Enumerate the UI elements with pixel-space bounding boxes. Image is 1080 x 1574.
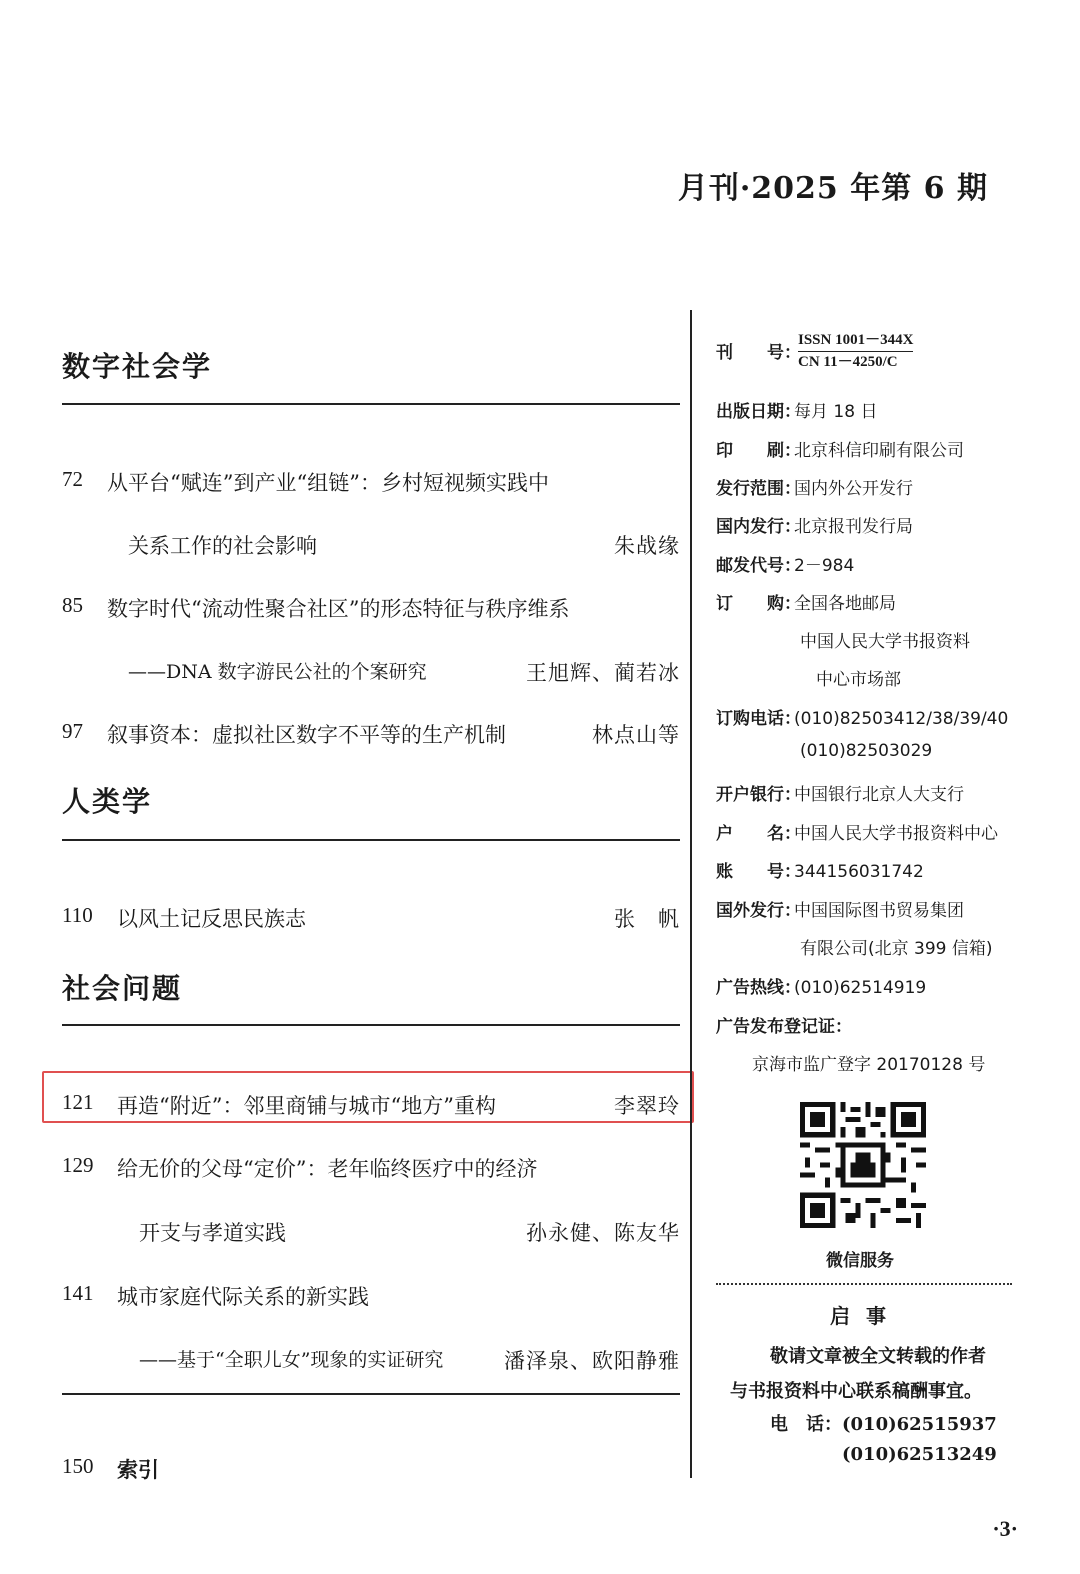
column-divider [690, 310, 692, 1478]
info-label: 印 刷： [716, 441, 801, 461]
info-item [716, 819, 998, 844]
toc-author: 潘泽泉、欧阳静雅 [504, 1349, 680, 1373]
toc-page-number: 97 [62, 719, 83, 743]
toc-entry [62, 899, 680, 933]
info-item [716, 857, 924, 882]
toc-author: 林点山等 [592, 723, 680, 747]
toc-page-number: 129 [62, 1153, 94, 1177]
toc-entry-continued [62, 653, 680, 687]
dotted-divider [716, 1283, 1012, 1285]
toc-entry-highlighted [62, 1086, 680, 1120]
toc-author: 朱战缘 [614, 534, 680, 558]
info-label: 广告发布登记证： [716, 1017, 852, 1037]
toc-title: 给无价的父母“定价”：老年临终医疗中的经济 [117, 1157, 538, 1181]
notice-title: 启事 [830, 1304, 902, 1328]
info-value: 中国银行北京人大支行 [794, 785, 964, 805]
ad-registration-number: 京海市监广登字 20170128 号 [752, 1055, 986, 1075]
toc-page-number: 72 [62, 467, 83, 491]
info-label: 户 名： [716, 824, 801, 844]
section-divider [62, 1024, 680, 1026]
notice-text-line2: 与书报资料中心联系稿酬事宜。 [730, 1381, 982, 1402]
info-label: 国外发行： [716, 901, 801, 921]
toc-entry [62, 463, 680, 497]
toc-page-number: 121 [62, 1090, 94, 1114]
toc-author: 王旭辉、蔺若冰 [526, 661, 680, 685]
info-continuation: 中国人民大学书报资料 [800, 632, 970, 652]
toc-entry-continued [62, 1341, 680, 1375]
qr-caption: 微信服务 [826, 1251, 894, 1271]
toc-page-number: 110 [62, 903, 93, 927]
info-value: 2－984 [794, 556, 855, 576]
page-number: ·3· [992, 1516, 1018, 1541]
notice-phone-number: (010)62515937 [842, 1414, 997, 1435]
notice-phone [770, 1410, 997, 1436]
toc-title: 从平台“赋连”到产业“组链”：乡村短视频实践中 [107, 471, 549, 495]
info-item [716, 704, 1008, 729]
info-value: 中国国际图书贸易集团 [794, 901, 964, 921]
issn-number: ISSN 1001－344X [798, 330, 913, 352]
section-title-social-problems: 社会问题 [62, 972, 183, 1005]
info-item [716, 436, 964, 461]
toc-subtitle: ——基于“全职儿女”现象的实证研究 [139, 1349, 444, 1371]
notice-phone-label: 电 话： [770, 1414, 842, 1435]
notice-text-line1: 敬请文章被全文转载的作者 [770, 1346, 986, 1367]
toc-entry-index [62, 1450, 680, 1484]
toc-entry [62, 589, 680, 623]
info-item [716, 512, 913, 537]
toc-title: 索引 [117, 1457, 159, 1482]
issue-title: 月刊·2025 年第 6 期 [677, 171, 988, 206]
info-kanhao [716, 338, 801, 363]
toc-entry [62, 1149, 680, 1183]
info-value: 中国人民大学书报资料中心 [794, 824, 998, 844]
info-item [716, 1012, 852, 1037]
toc-title-line2: 开支与孝道实践 [139, 1221, 286, 1245]
info-value: 北京报刊发行局 [794, 517, 913, 537]
toc-page-number: 150 [62, 1454, 94, 1478]
info-item [716, 780, 964, 805]
qr-code-image [800, 1102, 926, 1228]
info-value: 北京科信印刷有限公司 [794, 441, 964, 461]
info-label: 邮发代号： [716, 556, 801, 576]
info-value: 全国各地邮局 [794, 594, 896, 614]
info-item [716, 474, 913, 499]
info-label: 发行范围： [716, 479, 801, 499]
toc-title-line2: 关系工作的社会影响 [128, 534, 317, 558]
cn-number: CN 11－4250/C [798, 354, 898, 370]
toc-page-number: 141 [62, 1281, 94, 1305]
info-item [716, 551, 854, 576]
toc-title: 再造“附近”：邻里商铺与城市“地方”重构 [117, 1094, 496, 1118]
info-value: (010)82503412/38/39/40 [794, 709, 1009, 729]
info-item [716, 973, 926, 998]
info-label: 开户银行： [716, 785, 801, 805]
info-item [716, 896, 964, 921]
info-label: 广告热线： [716, 978, 801, 998]
toc-author: 孙永健、陈友华 [526, 1221, 680, 1245]
section-title-digital-sociology: 数字社会学 [62, 350, 213, 383]
toc-title: 数字时代“流动性聚合社区”的形态特征与秩序维系 [107, 597, 570, 621]
info-item [716, 397, 877, 422]
notice-phone-number-2: (010)62513249 [842, 1444, 997, 1465]
toc-entry-continued [62, 526, 680, 560]
section-divider [62, 839, 680, 841]
info-label: 刊 号： [716, 343, 801, 363]
toc-author: 李翠玲 [614, 1094, 680, 1118]
toc-entry-continued [62, 1213, 680, 1247]
info-value: 国内外公开发行 [794, 479, 913, 499]
info-value: 每月 18 日 [794, 402, 878, 422]
section-divider [62, 1393, 680, 1395]
toc-subtitle: ——DNA 数字游民公社的个案研究 [128, 661, 427, 683]
section-title-anthropology: 人类学 [62, 785, 153, 818]
toc-title: 叙事资本：虚拟社区数字不平等的生产机制 [107, 723, 506, 747]
info-continuation: 有限公司(北京 399 信箱) [800, 939, 993, 959]
info-label: 出版日期： [716, 402, 801, 422]
info-item [716, 589, 896, 614]
info-value: 344156031742 [794, 862, 924, 882]
info-label: 账 号： [716, 862, 801, 882]
issn-block [798, 330, 913, 372]
toc-page-number: 85 [62, 593, 83, 617]
toc-title: 以风土记反思民族志 [117, 907, 306, 931]
toc-title: 城市家庭代际关系的新实践 [117, 1285, 369, 1309]
toc-author: 张 帆 [614, 907, 680, 931]
info-label: 订购电话： [716, 709, 801, 729]
info-label: 订 购： [716, 594, 801, 614]
section-divider [62, 403, 680, 405]
info-continuation: (010)82503029 [800, 741, 933, 761]
info-continuation: 中心市场部 [816, 670, 901, 690]
toc-entry [62, 715, 680, 749]
toc-entry [62, 1277, 680, 1311]
info-label: 国内发行： [716, 517, 801, 537]
info-value: (010)62514919 [794, 978, 927, 998]
